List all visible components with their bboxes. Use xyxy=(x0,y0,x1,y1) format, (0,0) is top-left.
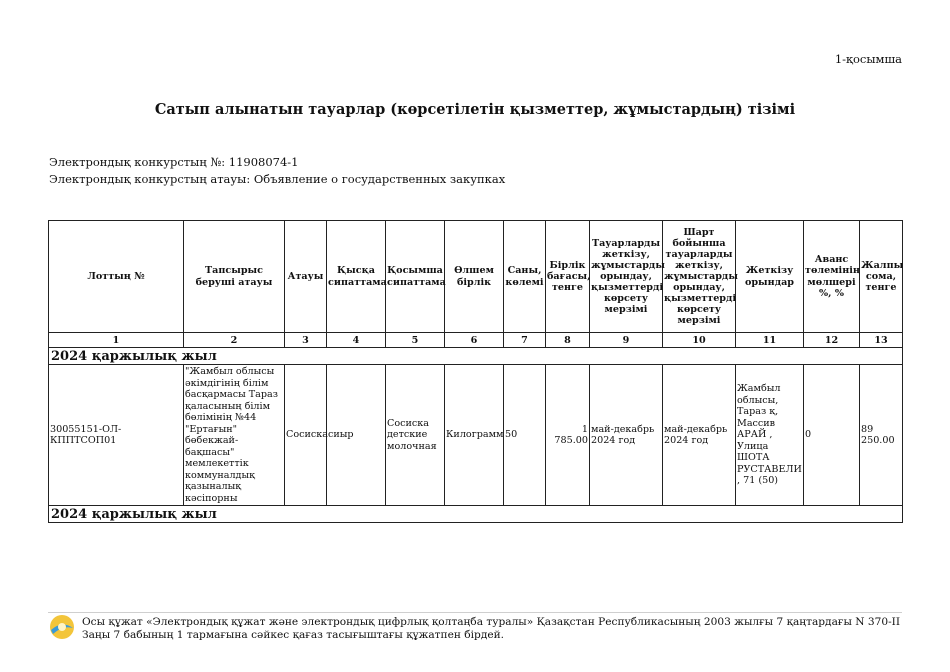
document-title: Сатып алынатын тауарлар (көрсетілетін қызметтер, жұмыстардың) тізімі xyxy=(154,101,796,118)
quantity-cell: 50 xyxy=(504,365,546,506)
header-cell: Өлшем бірлік xyxy=(445,221,504,333)
advance-cell: 0 xyxy=(804,365,860,506)
column-number: 5 xyxy=(386,333,445,348)
item-name-cell: Сосиска xyxy=(285,365,327,506)
header-cell: Аванс төлемінің мөлшері %, % xyxy=(804,221,860,333)
header-cell: Тауарларды жеткізу, жұмыстарды орындау, қызметтерді көрсету мерзімі xyxy=(590,221,663,333)
footer-divider xyxy=(48,612,902,613)
header-cell: Лоттың № xyxy=(49,221,184,333)
delivery-place-cell: Жамбыл облысы, Тараз қ, Массив АРАЙ , Улица ШОТА РУСТАВЕЛИ, 71 (50) xyxy=(736,365,804,506)
column-number: 9 xyxy=(590,333,663,348)
header-cell: Қысқа сипаттама xyxy=(327,221,386,333)
column-number: 4 xyxy=(327,333,386,348)
customer-cell: "Жамбыл облысы әкімдігінің білім басқармасы Тараз қаласының білім бөлімінің №44 "Ертағын" бөбекжай-бақшасы" мемлекеттік коммуналдық қазыналық кәсіпорны xyxy=(184,365,285,506)
column-number: 3 xyxy=(285,333,327,348)
column-number-row xyxy=(49,333,903,348)
extra-description-cell: Сосиска детские молочная xyxy=(386,365,445,506)
header-cell: Бірлік бағасы, тенге xyxy=(546,221,590,333)
contest-number: Электрондық конкурстың №: 11908074-1 xyxy=(49,155,299,169)
column-number: 12 xyxy=(804,333,860,348)
egov-logo-icon xyxy=(49,614,75,640)
column-number: 8 xyxy=(546,333,590,348)
goods-table xyxy=(48,220,903,523)
short-description-cell: сиыр xyxy=(327,365,386,506)
column-number: 11 xyxy=(736,333,804,348)
header-cell: Саны, көлемі xyxy=(504,221,546,333)
header-cell: Шарт бойынша тауарларды жеткізу, жұмыстарды орындау, қызметтерді көрсету мерзімі xyxy=(663,221,736,333)
header-cell: Тапсырыс беруші атауы xyxy=(184,221,285,333)
column-number: 10 xyxy=(663,333,736,348)
column-number: 13 xyxy=(860,333,903,348)
column-number: 1 xyxy=(49,333,184,348)
delivery-term-cell: май-декабрь 2024 год xyxy=(590,365,663,506)
column-number: 7 xyxy=(504,333,546,348)
unit-price-cell: 1 785.00 xyxy=(546,365,590,506)
year-row xyxy=(49,348,903,365)
year-label: 2024 қаржылық жыл xyxy=(49,506,903,523)
total-cell: 89 250.00 xyxy=(860,365,903,506)
header-cell: Атауы xyxy=(285,221,327,333)
column-number: 2 xyxy=(184,333,285,348)
header-cell: Қосымша сипаттама xyxy=(386,221,445,333)
year-row xyxy=(49,506,903,523)
header-cell: Жалпы сома, тенге xyxy=(860,221,903,333)
unit-cell: Килограмм xyxy=(445,365,504,506)
header-cell: Жеткізу орындар xyxy=(736,221,804,333)
lot-number-cell: 30055151-ОЛ-КППТСОП01 xyxy=(49,365,184,506)
contract-term-cell: май-декабрь 2024 год xyxy=(663,365,736,506)
column-number: 6 xyxy=(445,333,504,348)
appendix-label: 1-қосымша xyxy=(834,52,902,66)
year-label: 2024 қаржылық жыл xyxy=(49,348,903,365)
table-row xyxy=(49,365,903,506)
header-row xyxy=(49,221,903,333)
legal-footer-note: Осы құжат «Электрондық құжат және электрондық цифрлық қолтаңба туралы» Қазақстан Республикасының 2003 жылғы 7 қаңтардағы N 370-II Заңы 7 бабының 1 тармағына сәйкес қағаз тасығыштағы құжатпен бірдей. xyxy=(82,616,901,642)
contest-name: Электрондық конкурстың атауы: Объявление о государственных закупках xyxy=(49,172,506,186)
